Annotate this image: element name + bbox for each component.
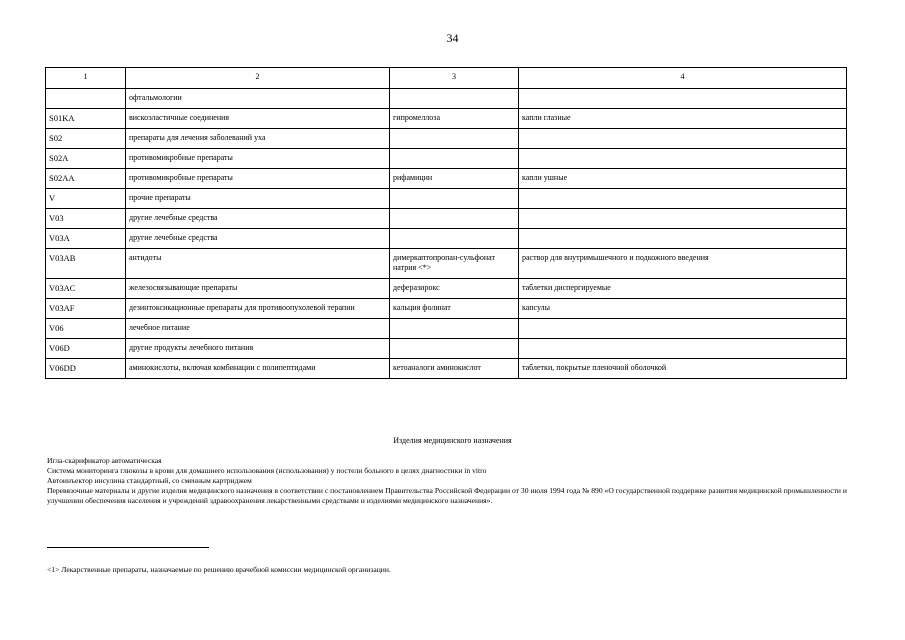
table-row xyxy=(46,129,847,149)
atc-code-cell: V03AB xyxy=(46,249,126,279)
group-name-cell: вискоэластичные соединения xyxy=(126,109,390,129)
table-row xyxy=(46,229,847,249)
atc-code-cell: V03A xyxy=(46,229,126,249)
atc-code-cell: V06D xyxy=(46,339,126,359)
list-item: Автоинъектор инсулина стандартный, со сменным картриджем xyxy=(47,476,252,485)
list-item: Игла-скарификатор автоматическая xyxy=(47,456,162,465)
table-row xyxy=(46,169,847,189)
group-name-cell: железосвязывающие препараты xyxy=(126,279,390,299)
dosage-form-cell xyxy=(519,339,847,359)
table-body xyxy=(46,68,847,379)
group-name-cell: прочие препараты xyxy=(126,189,390,209)
group-name-cell: противомикробные препараты xyxy=(126,169,390,189)
substance-cell xyxy=(390,149,519,169)
substance-cell xyxy=(390,129,519,149)
table-header-row xyxy=(46,68,847,89)
atc-code-cell: S02 xyxy=(46,129,126,149)
footnote-divider xyxy=(47,547,209,548)
table-row xyxy=(46,339,847,359)
dosage-form-cell xyxy=(519,189,847,209)
table-row xyxy=(46,359,847,379)
dosage-form-cell xyxy=(519,209,847,229)
dosage-form-cell: раствор для внутримышечного и подкожного введения xyxy=(519,249,847,279)
group-name-cell: другие продукты лечебного питания xyxy=(126,339,390,359)
dosage-form-cell xyxy=(519,229,847,249)
dosage-form-cell: капли глазные xyxy=(519,109,847,129)
group-name-cell: другие лечебные средства xyxy=(126,209,390,229)
table-row xyxy=(46,209,847,229)
atc-code-cell: V06DD xyxy=(46,359,126,379)
dosage-form-cell xyxy=(519,319,847,339)
table-row xyxy=(46,249,847,279)
group-name-cell: офтальмологии xyxy=(126,89,390,109)
table-row xyxy=(46,299,847,319)
table-row xyxy=(46,189,847,209)
dosage-form-cell xyxy=(519,129,847,149)
list-item: Перевязочные материалы и другие изделия медицинского назначения в соответствии с постановлением Правительства Российской Федерации от 30 июля 1994 года № 890 «О государственной поддержке развития медицинской промышленности и улучшении обеспечения населения и учреждений здравоохранения лекарственными средствами и изделиями медицинского назначения». xyxy=(47,486,847,505)
substance-cell xyxy=(390,339,519,359)
table-row xyxy=(46,149,847,169)
substance-cell: гипромеллоза xyxy=(390,109,519,129)
group-name-cell: антидоты xyxy=(126,249,390,279)
substance-cell xyxy=(390,89,519,109)
substance-cell xyxy=(390,189,519,209)
section-title: Изделия медицинского назначения xyxy=(393,436,512,445)
header-cell-2: 2 xyxy=(126,68,390,89)
group-name-cell: лечебное питание xyxy=(126,319,390,339)
table-row xyxy=(46,319,847,339)
atc-code-cell: V03AF xyxy=(46,299,126,319)
medical-devices-list xyxy=(47,456,847,506)
atc-code-cell: S01KA xyxy=(46,109,126,129)
table-row xyxy=(46,279,847,299)
footnote: <1> Лекарственные препараты, назначаемые по решению врачебной комиссии медицинской организации. xyxy=(47,565,391,574)
group-name-cell: дезинтоксикационные препараты для противоопухолевой терапии xyxy=(126,299,390,319)
atc-code-cell: S02AA xyxy=(46,169,126,189)
dosage-form-cell xyxy=(519,89,847,109)
atc-code-cell: V xyxy=(46,189,126,209)
atc-code-cell: S02A xyxy=(46,149,126,169)
group-name-cell: другие лечебные средства xyxy=(126,229,390,249)
substance-cell: деферазирокс xyxy=(390,279,519,299)
table-row xyxy=(46,89,847,109)
medicines-table xyxy=(45,67,847,379)
atc-code-cell xyxy=(46,89,126,109)
substance-cell: кальция фолинат xyxy=(390,299,519,319)
substance-cell xyxy=(390,209,519,229)
header-cell-1: 1 xyxy=(46,68,126,89)
group-name-cell: аминокислоты, включая комбинации с полипептидами xyxy=(126,359,390,379)
substance-cell xyxy=(390,229,519,249)
page-number: 34 xyxy=(446,31,459,45)
atc-code-cell: V06 xyxy=(46,319,126,339)
header-cell-4: 4 xyxy=(519,68,847,89)
dosage-form-cell: таблетки диспергируемые xyxy=(519,279,847,299)
table-row xyxy=(46,109,847,129)
substance-cell: рифамицин xyxy=(390,169,519,189)
dosage-form-cell: капли ушные xyxy=(519,169,847,189)
dosage-form-cell xyxy=(519,149,847,169)
substance-cell: димеркаптопропан-сульфонат натрия <*> xyxy=(390,249,519,279)
atc-code-cell: V03 xyxy=(46,209,126,229)
substance-cell: кетоаналоги аминокислот xyxy=(390,359,519,379)
list-item: Система мониторинга глюкозы в крови для домашнего использования (использования) у постели больного в целях диагностики in vitro xyxy=(47,466,487,475)
substance-cell xyxy=(390,319,519,339)
atc-code-cell: V03AC xyxy=(46,279,126,299)
dosage-form-cell: таблетки, покрытые пленочной оболочкой xyxy=(519,359,847,379)
header-cell-3: 3 xyxy=(390,68,519,89)
dosage-form-cell: капсулы xyxy=(519,299,847,319)
group-name-cell: препараты для лечения заболеваний уха xyxy=(126,129,390,149)
group-name-cell: противомикробные препараты xyxy=(126,149,390,169)
